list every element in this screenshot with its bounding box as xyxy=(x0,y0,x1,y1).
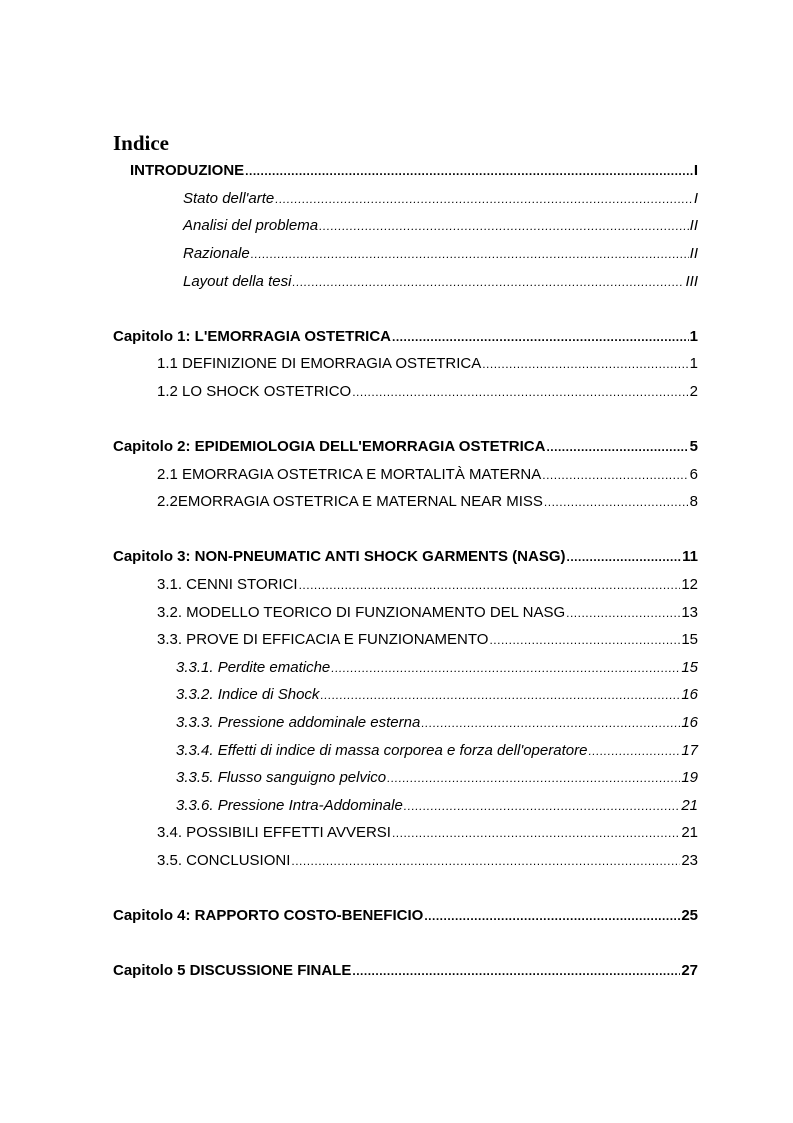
toc-entry-chapter-1[interactable] xyxy=(113,327,698,347)
toc-page-number: 17 xyxy=(681,742,698,759)
toc-entry-subsection-3-3-6[interactable] xyxy=(176,796,698,816)
toc-page-number: 19 xyxy=(681,769,698,786)
toc-leader xyxy=(544,492,689,512)
toc-page-number: III xyxy=(685,273,698,290)
toc-entry-section-1-1[interactable] xyxy=(157,354,698,374)
toc-leader xyxy=(352,961,680,981)
toc-label: Analisi del problema xyxy=(183,217,319,234)
toc-entry-section-3-5[interactable] xyxy=(157,851,698,871)
toc-entry-stato-arte[interactable] xyxy=(183,189,698,209)
toc-entry-section-2-2[interactable] xyxy=(157,492,698,512)
toc-entry-section-3-2[interactable] xyxy=(157,603,698,623)
toc-entry-chapter-3[interactable] xyxy=(113,547,698,567)
page-title: Indice xyxy=(113,131,170,155)
toc-page-number: I xyxy=(693,162,698,179)
toc-entry-subsection-3-3-1[interactable] xyxy=(176,658,698,678)
toc-label: Layout della tesi xyxy=(183,273,292,290)
toc-label: 3.3.3. Pressione addominale esterna xyxy=(176,714,421,731)
toc-page-number: 5 xyxy=(689,438,698,455)
toc-label: Capitolo 5 DISCUSSIONE FINALE xyxy=(113,962,352,979)
toc-page-number: 8 xyxy=(689,493,698,510)
toc-page-number: 1 xyxy=(689,355,698,372)
toc-page-number: 23 xyxy=(681,852,698,869)
toc-page-number: 2 xyxy=(689,383,698,400)
toc-page-number: II xyxy=(689,245,698,262)
toc-leader xyxy=(489,630,680,650)
toc-page-number: 16 xyxy=(681,686,698,703)
toc-page-number: 27 xyxy=(681,962,698,979)
toc-page-number: I xyxy=(693,190,698,207)
toc-leader xyxy=(392,327,689,347)
toc-leader xyxy=(588,741,680,761)
toc-label: Capitolo 3: NON-PNEUMATIC ANTI SHOCK GARMENTS (NASG) xyxy=(113,548,566,565)
toc-leader xyxy=(291,851,680,871)
toc-leader xyxy=(392,823,680,843)
toc-page-number: 1 xyxy=(689,328,698,345)
toc-page-number: 6 xyxy=(689,466,698,483)
toc-page-number: 15 xyxy=(681,659,698,676)
toc-entry-subsection-3-3-4[interactable] xyxy=(176,741,698,761)
toc-entry-chapter-4[interactable] xyxy=(113,906,698,926)
toc-page-number: II xyxy=(689,217,698,234)
toc-leader xyxy=(245,161,693,181)
toc-leader xyxy=(320,685,680,705)
toc-label: 2.2EMORRAGIA OSTETRICA E MATERNAL NEAR MISS xyxy=(157,493,543,510)
toc-label: 3.3.4. Effetti di indice di massa corporea e forza dell'operatore xyxy=(176,742,588,759)
toc-label: 3.1. CENNI STORICI xyxy=(157,576,298,593)
toc-entry-subsection-3-3-2[interactable] xyxy=(176,685,698,705)
toc-entry-analisi-problema[interactable] xyxy=(183,216,698,236)
toc-label: 3.3.6. Pressione Intra-Addominale xyxy=(176,797,403,814)
toc-entry-section-3-3[interactable] xyxy=(157,630,698,650)
toc-page-number: 11 xyxy=(682,548,698,565)
toc-leader xyxy=(292,272,684,292)
toc-page-number: 15 xyxy=(681,631,698,648)
toc-page-number: 25 xyxy=(681,907,698,924)
toc-leader xyxy=(542,465,688,485)
toc-label: Capitolo 4: RAPPORTO COSTO-BENEFICIO xyxy=(113,907,424,924)
toc-leader xyxy=(331,658,680,678)
toc-label: Razionale xyxy=(183,245,250,262)
toc-entry-section-3-1[interactable] xyxy=(157,575,698,595)
toc-label: 1.1 DEFINIZIONE DI EMORRAGIA OSTETRICA xyxy=(157,355,482,372)
toc-leader xyxy=(387,768,680,788)
toc-page-number: 16 xyxy=(681,714,698,731)
toc-label: 3.3.5. Flusso sanguigno pelvico xyxy=(176,769,387,786)
toc-label: 3.4. POSSIBILI EFFETTI AVVERSI xyxy=(157,824,391,841)
toc-label: Capitolo 2: EPIDEMIOLOGIA DELL'EMORRAGIA OSTETRICA xyxy=(113,438,546,455)
toc-label: 2.1 EMORRAGIA OSTETRICA E MORTALITÀ MATERNA xyxy=(157,466,542,483)
toc-label: 3.3. PROVE DI EFFICACIA E FUNZIONAMENTO xyxy=(157,631,489,648)
toc-page-number: 21 xyxy=(681,797,698,814)
toc-label: 3.2. MODELLO TEORICO DI FUNZIONAMENTO DEL NASG xyxy=(157,604,566,621)
toc-label: 1.2 LO SHOCK OSTETRICO xyxy=(157,383,352,400)
toc-entry-section-3-4[interactable] xyxy=(157,823,698,843)
toc-leader xyxy=(404,796,681,816)
toc-page-number: 13 xyxy=(681,604,698,621)
toc-label: Stato dell'arte xyxy=(183,190,275,207)
toc-entry-section-1-2[interactable] xyxy=(157,382,698,402)
toc-entry-layout-tesi[interactable] xyxy=(183,272,698,292)
toc-leader xyxy=(566,547,681,567)
toc-entry-chapter-2[interactable] xyxy=(113,437,698,457)
toc-leader xyxy=(275,189,693,209)
toc-leader xyxy=(424,906,680,926)
toc-leader xyxy=(251,244,689,264)
toc-leader xyxy=(352,382,688,402)
toc-entry-subsection-3-3-5[interactable] xyxy=(176,768,698,788)
toc-entry-subsection-3-3-3[interactable] xyxy=(176,713,698,733)
toc-label: 3.3.1. Perdite ematiche xyxy=(176,659,331,676)
toc-leader xyxy=(566,603,680,623)
toc-leader xyxy=(482,354,688,374)
toc-entry-chapter-5[interactable] xyxy=(113,961,698,981)
toc-label: Capitolo 1: L'EMORRAGIA OSTETRICA xyxy=(113,328,392,345)
toc-page-number: 12 xyxy=(681,576,698,593)
toc-label: 3.5. CONCLUSIONI xyxy=(157,852,291,869)
toc-entry-introduzione[interactable] xyxy=(130,161,698,181)
toc-entry-razionale[interactable] xyxy=(183,244,698,264)
toc-entry-section-2-1[interactable] xyxy=(157,465,698,485)
toc-leader xyxy=(299,575,681,595)
toc-label: INTRODUZIONE xyxy=(130,162,245,179)
toc-leader xyxy=(546,437,688,457)
toc-label: 3.3.2. Indice di Shock xyxy=(176,686,320,703)
toc-leader xyxy=(421,713,680,733)
toc-leader xyxy=(319,216,689,236)
toc-page-number: 21 xyxy=(681,824,698,841)
